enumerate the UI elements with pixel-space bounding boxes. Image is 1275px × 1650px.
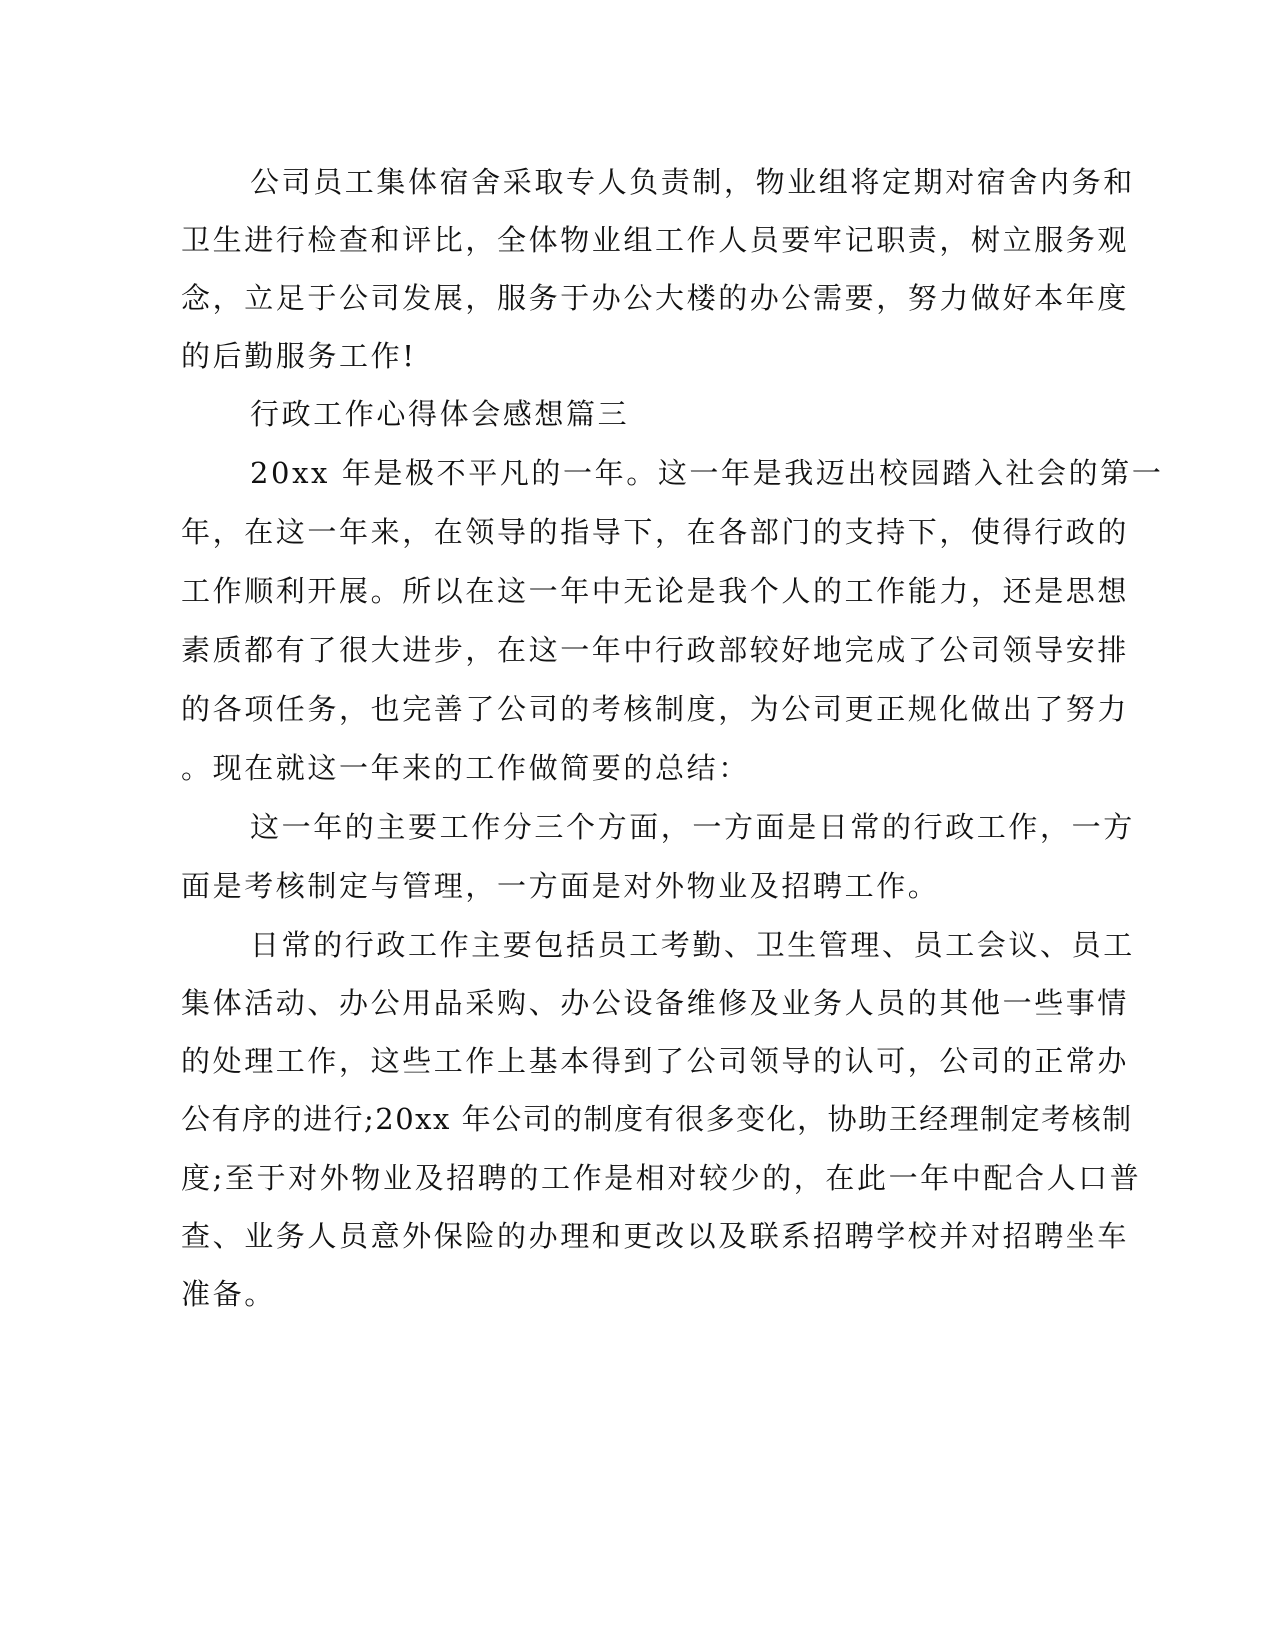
paragraph-line: 公司员工集体宿舍采取专人负责制，物业组将定期对宿舍内务和 — [250, 165, 1135, 199]
paragraph-line: 素质都有了很大进步，在这一年中行政部较好地完成了公司领导安排 — [181, 633, 1130, 667]
paragraph-line: 公有序的进行;20xx 年公司的制度有很多变化，协助王经理制定考核制 — [181, 1102, 1133, 1136]
paragraph-line: 集体活动、办公用品采购、办公设备维修及业务人员的其他一些事情 — [181, 986, 1130, 1020]
paragraph-line: 的各项任务，也完善了公司的考核制度，为公司更正规化做出了努力 — [181, 692, 1130, 726]
paragraph-line: 面是考核制定与管理，一方面是对外物业及招聘工作。 — [181, 869, 940, 903]
paragraph-line: 日常的行政工作主要包括员工考勤、卫生管理、员工会议、员工 — [250, 928, 1135, 962]
paragraph-line: 工作顺利开展。所以在这一年中无论是我个人的工作能力，还是思想 — [181, 574, 1130, 608]
paragraph-line: 卫生进行检查和评比，全体物业组工作人员要牢记职责，树立服务观 — [181, 223, 1130, 257]
section-heading: 行政工作心得体会感想篇三 — [250, 397, 630, 431]
paragraph-line: 念，立足于公司发展，服务于办公大楼的办公需要，努力做好本年度 — [181, 281, 1130, 315]
paragraph-line: 年，在这一年来，在领导的指导下，在各部门的支持下，使得行政的 — [181, 515, 1130, 549]
paragraph-line: 查、业务人员意外保险的办理和更改以及联系招聘学校并对招聘坐车 — [181, 1219, 1130, 1253]
paragraph-line: 的处理工作，这些工作上基本得到了公司领导的认可，公司的正常办 — [181, 1044, 1130, 1078]
paragraph-line: 度;至于对外物业及招聘的工作是相对较少的，在此一年中配合人口普 — [181, 1161, 1142, 1195]
paragraph-line: 准备。 — [181, 1277, 276, 1311]
paragraph-line: 的后勤服务工作! — [181, 339, 417, 373]
paragraph-line: 。现在就这一年来的工作做简要的总结： — [181, 751, 750, 785]
paragraph-line: 这一年的主要工作分三个方面，一方面是日常的行政工作，一方 — [250, 810, 1135, 844]
paragraph-line: 20xx 年是极不平凡的一年。这一年是我迈出校园踏入社会的第一 — [250, 456, 1164, 490]
